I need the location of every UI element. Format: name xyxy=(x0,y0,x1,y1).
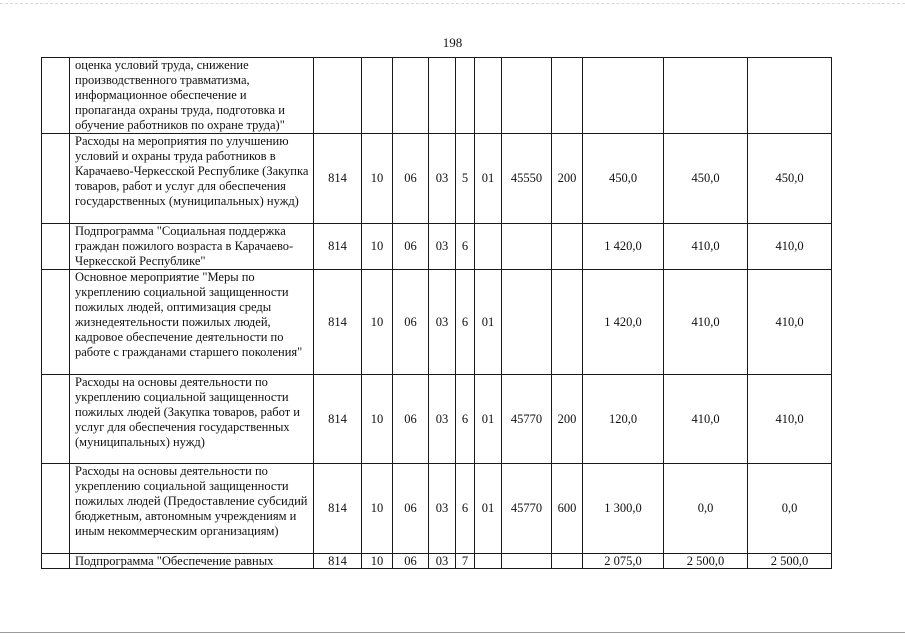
ministry-code-cell: 814 xyxy=(314,134,362,224)
activity-code-cell: 01 xyxy=(475,464,502,554)
row-name-cell: Подпрограмма "Обеспечение равных xyxy=(70,554,314,569)
amount-year1-cell xyxy=(583,58,664,134)
row-name-cell: Расходы на основы деятельности по укреплению социальной защищенности пожилых людей (Закупка товаров, работ и услуг для обеспечения государственных (муниципальных) нужд) xyxy=(70,375,314,464)
table-row xyxy=(42,464,832,554)
direction-code-cell: 45770 xyxy=(502,375,552,464)
subprogram-code-cell: 6 xyxy=(456,270,475,375)
ministry-code-cell: 814 xyxy=(314,270,362,375)
amount-year1-cell: 1 300,0 xyxy=(583,464,664,554)
activity-code-cell xyxy=(475,554,502,569)
program-code-cell xyxy=(429,58,456,134)
amount-year3-cell xyxy=(748,58,832,134)
expense-type-cell xyxy=(552,554,583,569)
row-name-cell: Подпрограмма "Социальная поддержка граждан пожилого возраста в Карачаево-Черкесской Республике" xyxy=(70,224,314,270)
activity-code-cell xyxy=(475,58,502,134)
row-index-cell xyxy=(42,464,70,554)
amount-year2-cell: 2 500,0 xyxy=(664,554,748,569)
activity-code-cell: 01 xyxy=(475,270,502,375)
row-index-cell xyxy=(42,224,70,270)
row-index-cell xyxy=(42,270,70,375)
subsection-code-cell xyxy=(393,58,429,134)
expense-type-cell: 200 xyxy=(552,134,583,224)
expense-type-cell xyxy=(552,270,583,375)
activity-code-cell: 01 xyxy=(475,134,502,224)
program-code-cell: 03 xyxy=(429,554,456,569)
page-top-rule xyxy=(0,3,905,4)
direction-code-cell xyxy=(502,270,552,375)
direction-code-cell: 45770 xyxy=(502,464,552,554)
page-number: 198 xyxy=(442,35,463,50)
row-name-cell: оценка условий труда, снижение производственного травматизма, информационное обеспечение и пропаганда охраны труда, подготовка и обучение работников по охране труда)" xyxy=(70,58,314,134)
amount-year2-cell: 410,0 xyxy=(664,224,748,270)
amount-year1-cell: 450,0 xyxy=(583,134,664,224)
ministry-code-cell: 814 xyxy=(314,464,362,554)
subsection-code-cell: 06 xyxy=(393,270,429,375)
table-row xyxy=(42,270,832,375)
row-index-cell xyxy=(42,58,70,134)
program-code-cell: 03 xyxy=(429,134,456,224)
budget-table xyxy=(41,57,832,569)
table-row xyxy=(42,554,832,569)
section-code-cell: 10 xyxy=(362,375,393,464)
amount-year2-cell xyxy=(664,58,748,134)
program-code-cell: 03 xyxy=(429,224,456,270)
expense-type-cell: 200 xyxy=(552,375,583,464)
subsection-code-cell: 06 xyxy=(393,464,429,554)
row-name-cell: Расходы на мероприятия по улучшению условий и охраны труда работников в Карачаево-Черкесской Республике (Закупка товаров, работ и услуг для обеспечения государственных (муниципальных) нужд) xyxy=(70,134,314,224)
activity-code-cell: 01 xyxy=(475,375,502,464)
ministry-code-cell: 814 xyxy=(314,554,362,569)
section-code-cell xyxy=(362,58,393,134)
program-code-cell: 03 xyxy=(429,270,456,375)
subsection-code-cell: 06 xyxy=(393,224,429,270)
expense-type-cell xyxy=(552,58,583,134)
table-row xyxy=(42,134,832,224)
section-code-cell: 10 xyxy=(362,554,393,569)
amount-year2-cell: 410,0 xyxy=(664,375,748,464)
row-name-cell: Основное мероприятие "Меры по укреплению социальной защищенности пожилых людей, оптимизация среды жизнедеятельности пожилых людей, кадровое обеспечение деятельности по работе с гражданами старшего поколения" xyxy=(70,270,314,375)
subprogram-code-cell: 6 xyxy=(456,464,475,554)
subprogram-code-cell: 7 xyxy=(456,554,475,569)
section-code-cell: 10 xyxy=(362,224,393,270)
subsection-code-cell: 06 xyxy=(393,375,429,464)
row-index-cell xyxy=(42,134,70,224)
ministry-code-cell: 814 xyxy=(314,224,362,270)
expense-type-cell: 600 xyxy=(552,464,583,554)
subsection-code-cell: 06 xyxy=(393,134,429,224)
amount-year3-cell: 2 500,0 xyxy=(748,554,832,569)
ministry-code-cell: 814 xyxy=(314,375,362,464)
row-index-cell xyxy=(42,375,70,464)
amount-year3-cell: 410,0 xyxy=(748,375,832,464)
subsection-code-cell: 06 xyxy=(393,554,429,569)
direction-code-cell xyxy=(502,224,552,270)
subprogram-code-cell xyxy=(456,58,475,134)
section-code-cell: 10 xyxy=(362,464,393,554)
amount-year2-cell: 0,0 xyxy=(664,464,748,554)
ministry-code-cell xyxy=(314,58,362,134)
amount-year1-cell: 2 075,0 xyxy=(583,554,664,569)
page-bottom-rule xyxy=(0,632,905,633)
subprogram-code-cell: 5 xyxy=(456,134,475,224)
amount-year3-cell: 410,0 xyxy=(748,224,832,270)
table-row xyxy=(42,375,832,464)
amount-year3-cell: 410,0 xyxy=(748,270,832,375)
row-index-cell xyxy=(42,554,70,569)
subprogram-code-cell: 6 xyxy=(456,375,475,464)
amount-year1-cell: 1 420,0 xyxy=(583,224,664,270)
table-row xyxy=(42,58,832,134)
table-row xyxy=(42,224,832,270)
amount-year3-cell: 450,0 xyxy=(748,134,832,224)
program-code-cell: 03 xyxy=(429,464,456,554)
direction-code-cell xyxy=(502,554,552,569)
direction-code-cell xyxy=(502,58,552,134)
section-code-cell: 10 xyxy=(362,134,393,224)
amount-year2-cell: 450,0 xyxy=(664,134,748,224)
direction-code-cell: 45550 xyxy=(502,134,552,224)
amount-year1-cell: 1 420,0 xyxy=(583,270,664,375)
row-name-cell: Расходы на основы деятельности по укреплению социальной защищенности пожилых людей (Предоставление субсидий бюджетным, автономным учреждениям и иным некоммерческим организациям) xyxy=(70,464,314,554)
activity-code-cell xyxy=(475,224,502,270)
amount-year2-cell: 410,0 xyxy=(664,270,748,375)
subprogram-code-cell: 6 xyxy=(456,224,475,270)
program-code-cell: 03 xyxy=(429,375,456,464)
amount-year1-cell: 120,0 xyxy=(583,375,664,464)
amount-year3-cell: 0,0 xyxy=(748,464,832,554)
expense-type-cell xyxy=(552,224,583,270)
section-code-cell: 10 xyxy=(362,270,393,375)
